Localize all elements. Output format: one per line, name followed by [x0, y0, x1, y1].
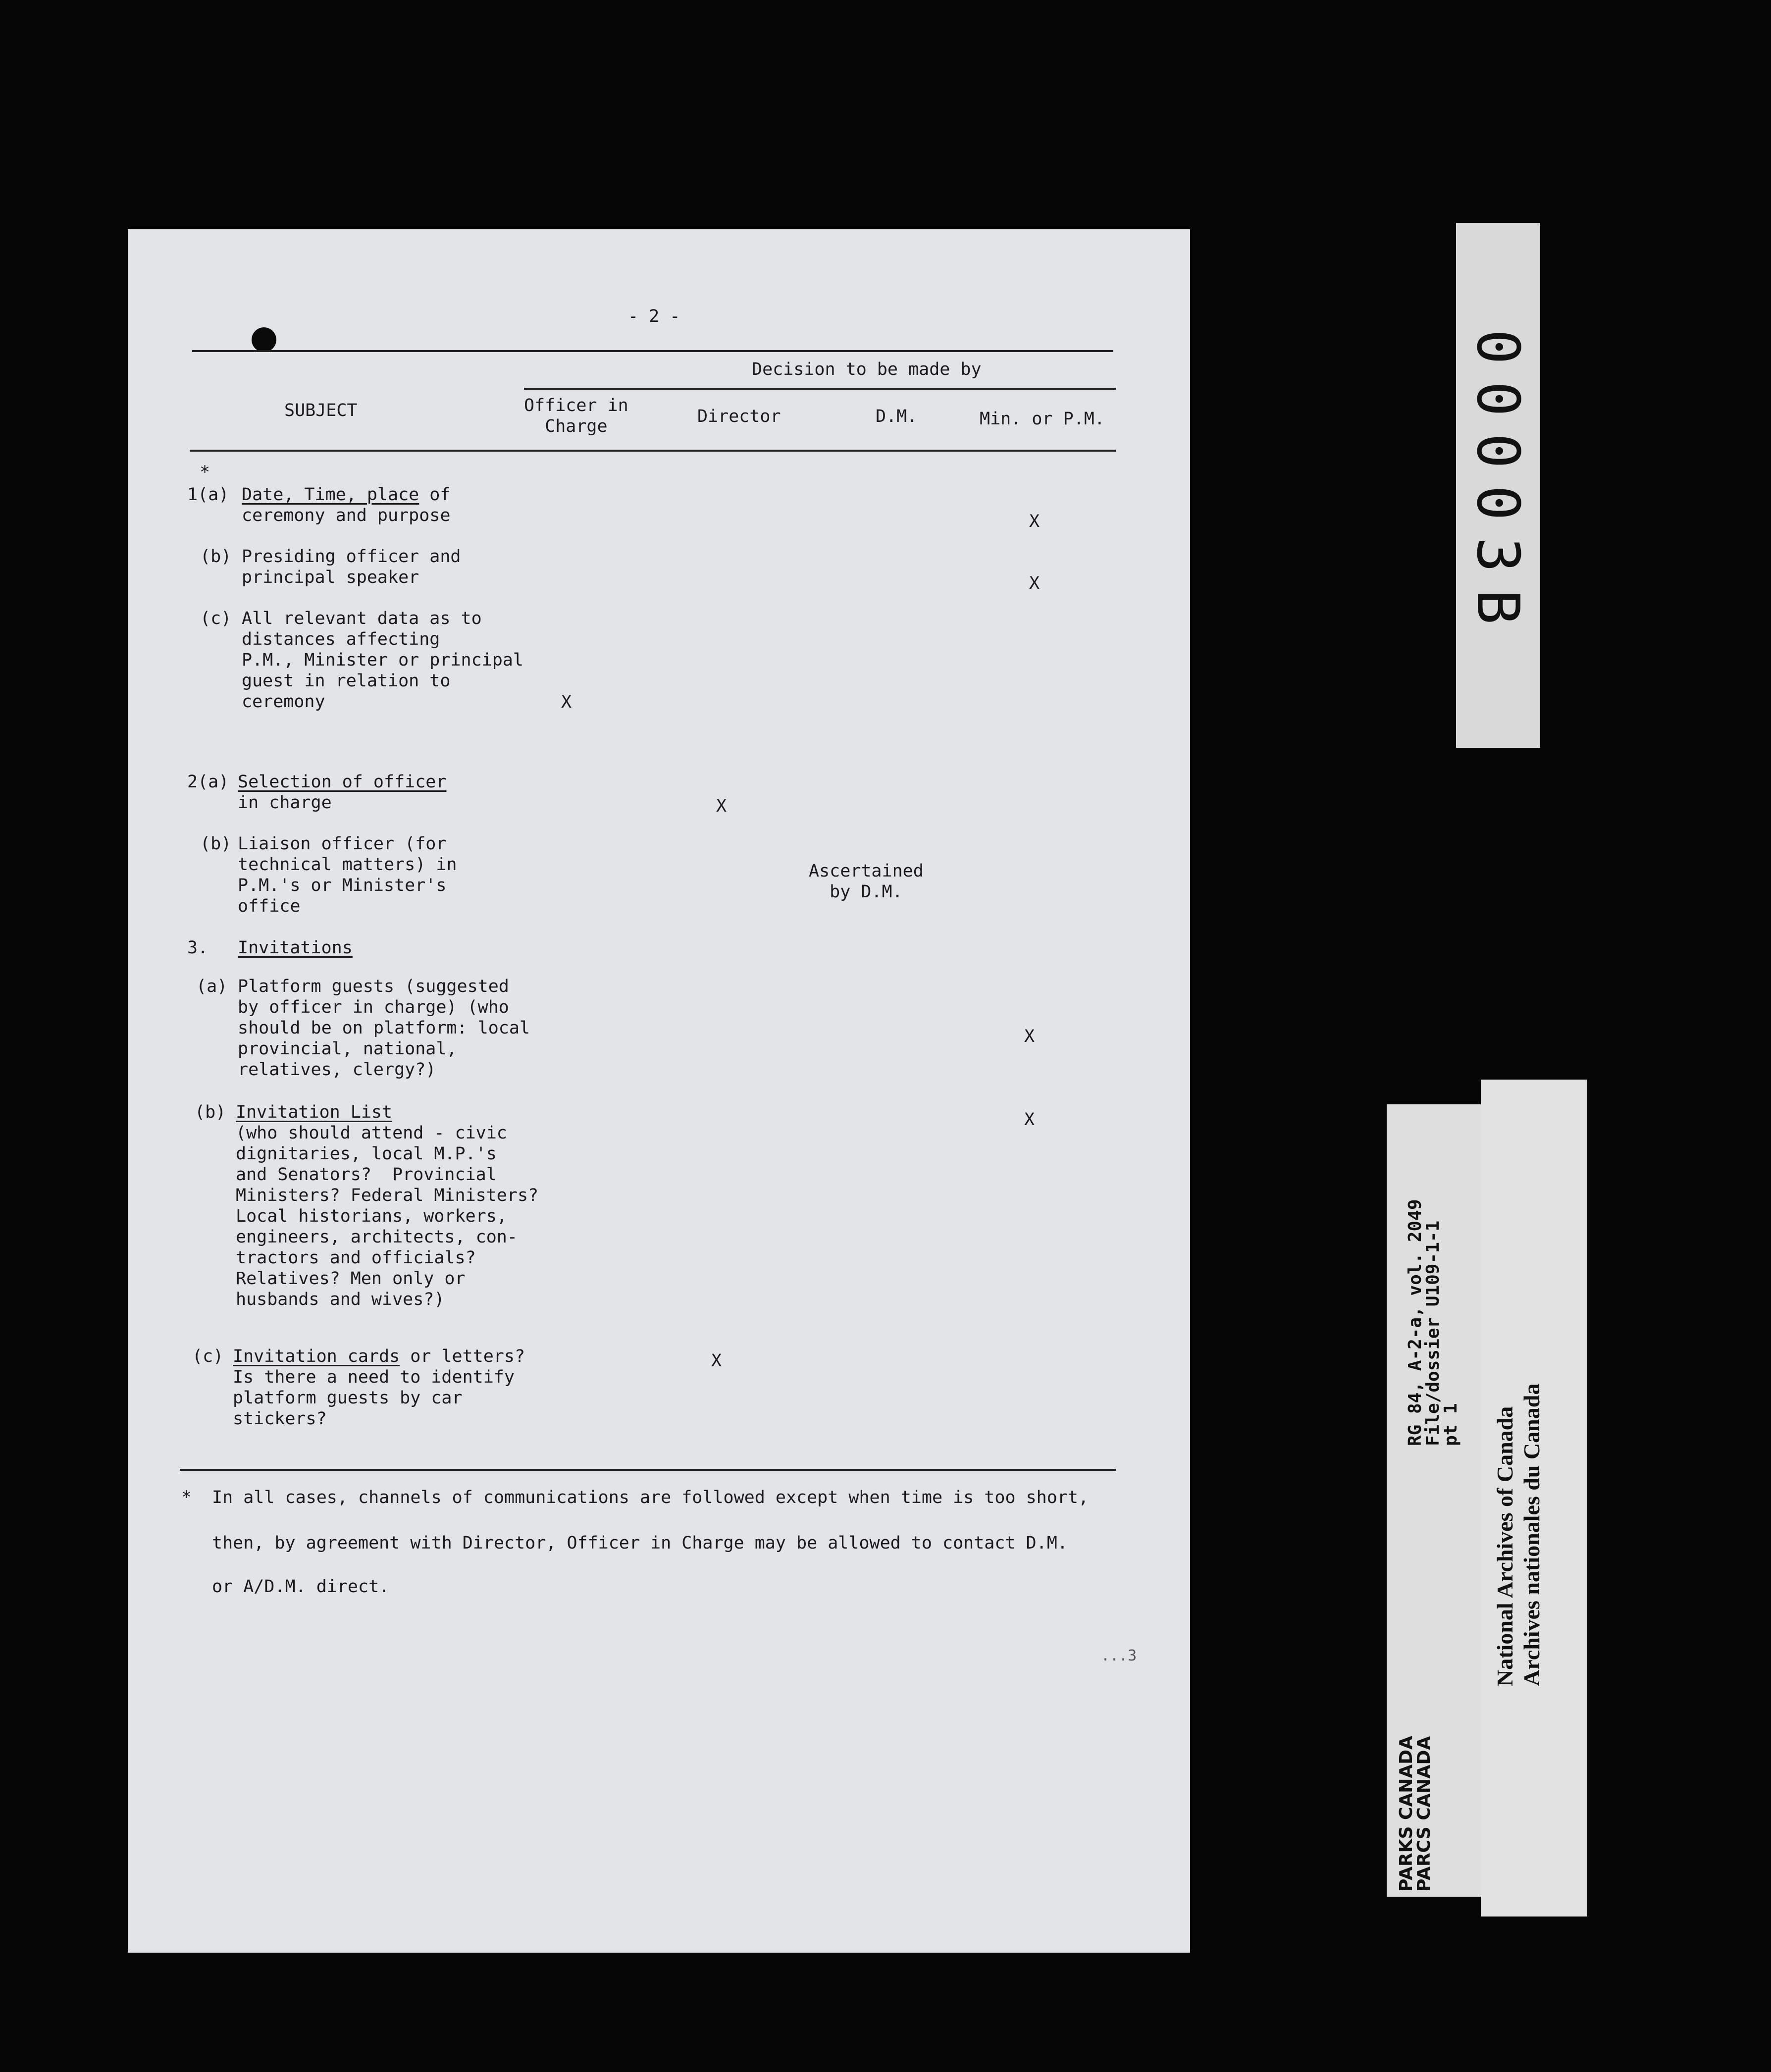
archives-label — [1481, 1080, 1587, 1917]
item-num: 1(a) — [187, 485, 229, 505]
punch-hole — [252, 327, 276, 352]
document-page — [128, 229, 1190, 1953]
item-text-rest: (who should attend - civic dignitaries, local M.P.'s and Senators? Provincial Ministers? Federal Ministers? Local historians, workers, engineers, architects, con- tractors and officials? Relatives? Men only or husbands and wives?) — [236, 1123, 539, 1309]
item-num: 2(a) — [187, 772, 229, 792]
mark-x: X — [561, 692, 572, 712]
decision-heading: Decision to be made by — [752, 360, 982, 379]
col-officer: Officer in Charge — [524, 396, 628, 436]
col-subject: SUBJECT — [284, 401, 358, 420]
header-rule — [190, 450, 1116, 452]
mark-x: X — [716, 796, 727, 816]
mark-x: X — [1024, 1110, 1035, 1130]
footnote-rule — [180, 1469, 1116, 1471]
item-num: (b) — [195, 1102, 226, 1122]
parks-canada-text: PARKS CANADA PARCS CANADA — [1396, 1735, 1434, 1892]
item-num: (c) — [200, 609, 232, 628]
col-min: Min. or P.M. — [980, 409, 1105, 429]
footnote-line: then, by agreement with Director, Officer in Charge may be allowed to contact D.M. — [212, 1533, 1068, 1553]
item-text: Presiding officer and principal speaker — [242, 547, 461, 587]
item-text: All relevant data as to distances affecting P.M., Minister or principal guest in relation to ceremony — [242, 609, 523, 712]
item-text: Platform guests (suggested by officer in charge) (who should be on platform: local provincial, national, relatives, clergy?) — [238, 977, 530, 1080]
item-text — [236, 1102, 538, 1310]
reference-label — [1387, 1104, 1481, 1897]
item-text — [233, 1346, 525, 1429]
mark-x: X — [1029, 512, 1040, 531]
item-heading: Date, Time, place — [242, 485, 419, 505]
footnote-line: or A/D.M. direct. — [212, 1577, 390, 1597]
item-num: (b) — [200, 547, 232, 567]
asterisk: * — [200, 463, 210, 482]
archives-text: National Archives of Canada Archives nationales du Canada — [1492, 1383, 1544, 1686]
item-text-rest: or letters? Is there a need to identify platform guests by car stickers? — [233, 1347, 525, 1429]
footnote-asterisk: * — [181, 1488, 192, 1507]
footnote-line: In all cases, channels of communications are followed except when time is too short, — [212, 1488, 1089, 1507]
mark-x: X — [711, 1351, 722, 1371]
item-text-rest: of ceremony and purpose — [242, 485, 451, 525]
col-dm: D.M. — [876, 407, 918, 426]
item-num: (b) — [200, 834, 232, 854]
mark-x: X — [1029, 573, 1040, 593]
file-reference-text: RG 84, A-2-a, vol. 2049 File/dossier U109-1-1 pt 1 — [1405, 1199, 1461, 1446]
item-text — [238, 772, 446, 813]
item-num: (c) — [192, 1347, 224, 1366]
item-text-rest: in charge — [238, 793, 332, 813]
col-director: Director — [697, 407, 781, 426]
mark-x: X — [1024, 1027, 1035, 1046]
item-heading: Selection of officer — [238, 772, 447, 792]
top-rule — [192, 350, 1113, 352]
item-text: Liaison officer (for technical matters) in P.M.'s or Minister's office — [238, 834, 457, 916]
item-heading — [238, 937, 353, 958]
section-title: Invitations — [238, 938, 353, 958]
item-text — [242, 484, 450, 526]
item-heading: Invitation cards — [233, 1347, 400, 1366]
page-number: - 2 - — [628, 307, 680, 326]
item-heading: Invitation List — [236, 1102, 393, 1122]
continuation-mark: ...3 — [1101, 1647, 1137, 1664]
ascertained-note: Ascertained by D.M. — [809, 861, 924, 902]
frame-number-label — [1456, 223, 1540, 748]
decision-rule — [524, 388, 1116, 390]
item-num: 3. — [187, 938, 208, 958]
frame-number: 00003B — [1464, 329, 1532, 642]
item-num: (a) — [196, 977, 228, 996]
